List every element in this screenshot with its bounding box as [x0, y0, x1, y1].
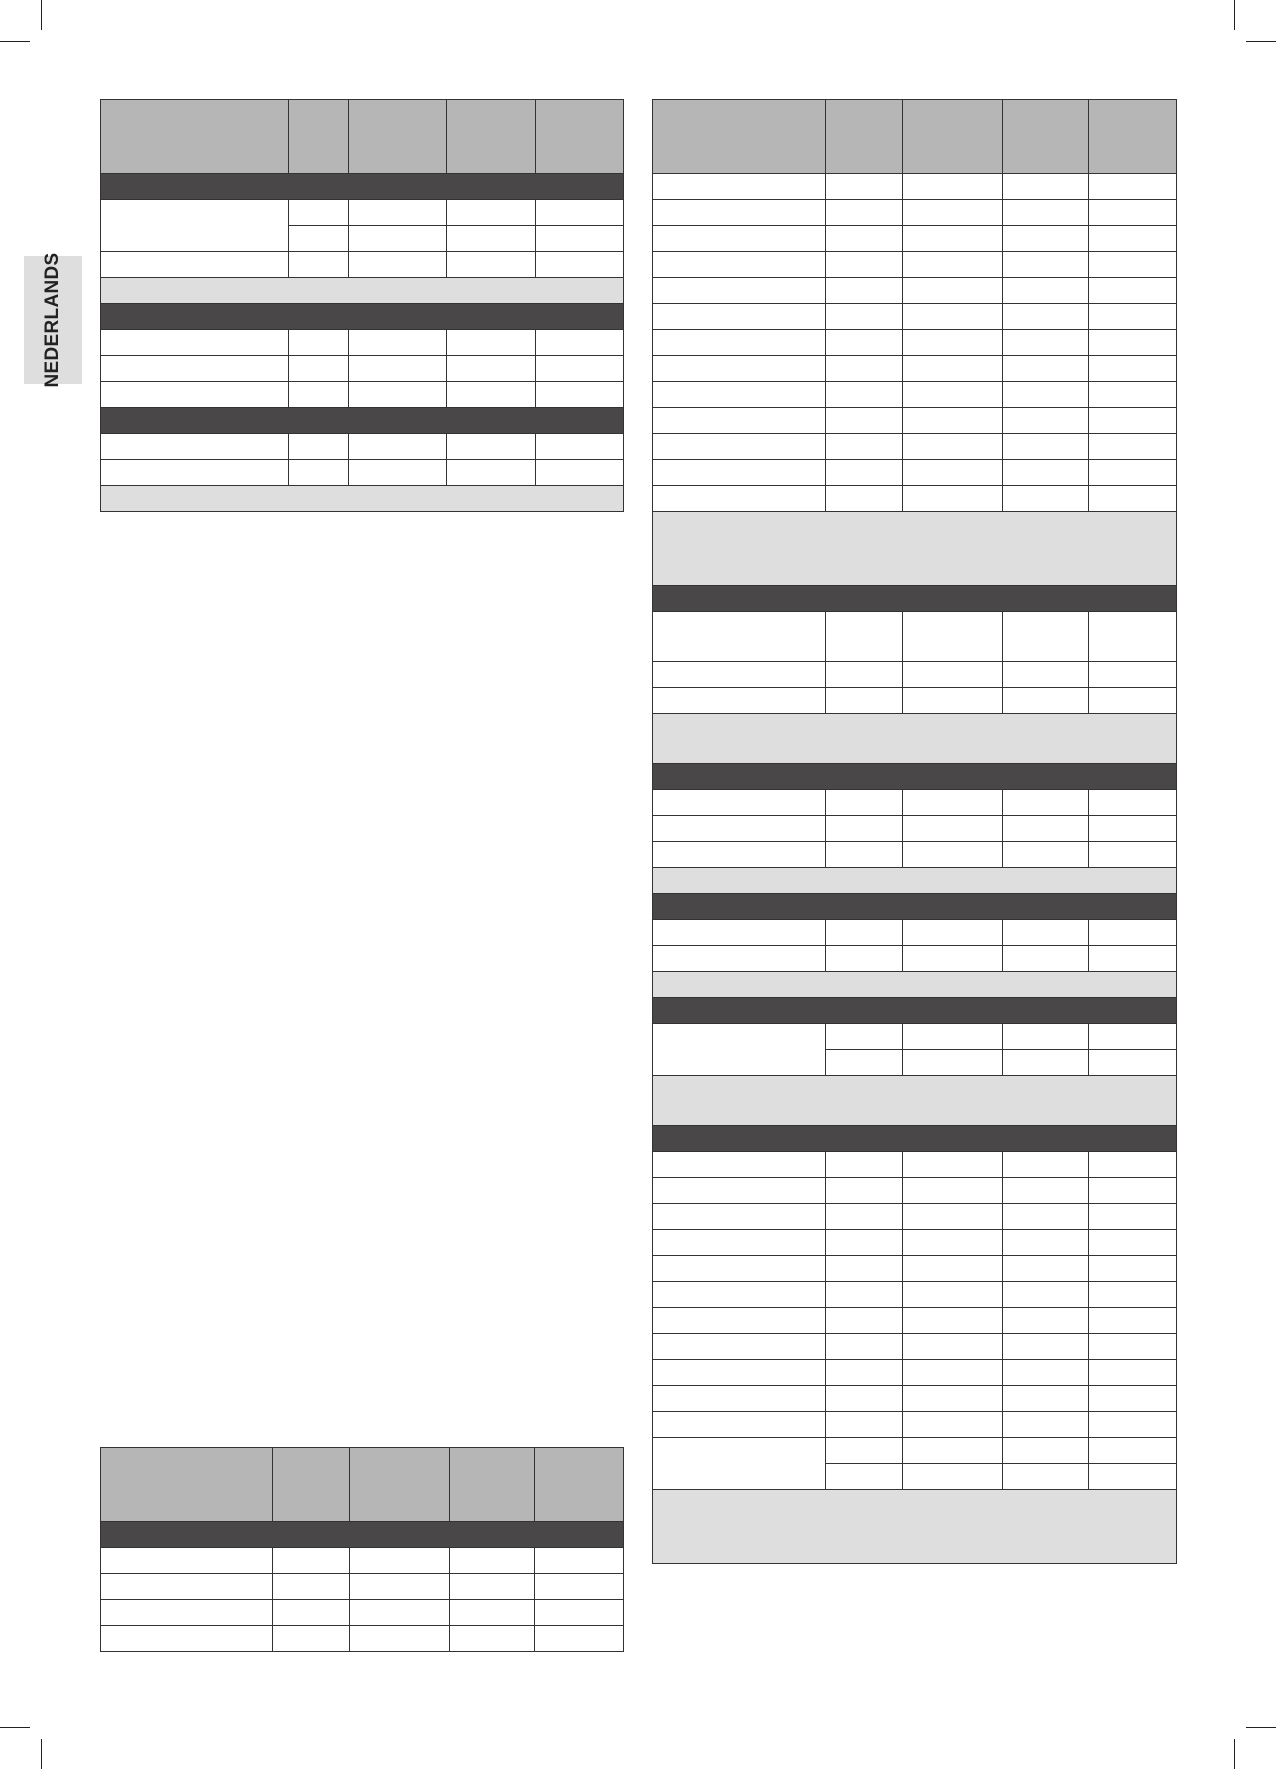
table-row: [653, 330, 1177, 356]
table-bottom-left: [100, 1447, 624, 1652]
note-row: [101, 486, 624, 512]
language-tab: [24, 252, 82, 388]
table-row: [101, 460, 624, 486]
table-row: [653, 1152, 1177, 1178]
table-row: [101, 1574, 624, 1600]
table-row: [653, 460, 1177, 486]
section-bar: [101, 1522, 624, 1548]
note-row: [653, 1490, 1177, 1564]
note-row: [653, 714, 1177, 764]
table-row: [653, 662, 1177, 688]
section-bar: [653, 1126, 1177, 1152]
table-row: [653, 1308, 1177, 1334]
table-row: [101, 382, 624, 408]
table-row: [653, 434, 1177, 460]
section-bar: [653, 894, 1177, 920]
table-row: [653, 1282, 1177, 1308]
table-row: [653, 1178, 1177, 1204]
table-row: [653, 1230, 1177, 1256]
section-bar: [653, 998, 1177, 1024]
table-row: [653, 920, 1177, 946]
table-row: [653, 1412, 1177, 1438]
table-row: [653, 1204, 1177, 1230]
table-row: [653, 816, 1177, 842]
table-header: [101, 100, 624, 174]
section-bar: [101, 304, 624, 330]
table-row: [653, 304, 1177, 330]
crop-mark: [1246, 41, 1276, 42]
table-row: [653, 356, 1177, 382]
crop-mark: [1246, 1727, 1276, 1728]
table-row: [653, 1334, 1177, 1360]
table-row: [653, 382, 1177, 408]
table-row: [653, 278, 1177, 304]
section-bar: [101, 408, 624, 434]
note-row: [653, 1076, 1177, 1126]
table-row: [101, 200, 624, 226]
table-row: [653, 226, 1177, 252]
table-row: [653, 408, 1177, 434]
language-tab-label: NEDERLANDS: [42, 252, 63, 388]
section-bar: [101, 174, 624, 200]
table-row: [101, 434, 624, 460]
crop-mark: [0, 41, 30, 42]
crop-mark: [1234, 1739, 1235, 1769]
table-row: [101, 330, 624, 356]
crop-mark: [41, 0, 42, 30]
note-row: [653, 972, 1177, 998]
table-row: [653, 1256, 1177, 1282]
table-row: [101, 1548, 624, 1574]
crop-mark: [1234, 0, 1235, 30]
table-row: [653, 842, 1177, 868]
table-row: [653, 1360, 1177, 1386]
table-right: [652, 99, 1177, 1564]
crop-mark: [0, 1727, 30, 1728]
section-bar: [653, 764, 1177, 790]
table-row: [653, 1438, 1177, 1464]
table-row: [653, 1386, 1177, 1412]
table-row: [653, 946, 1177, 972]
note-row: [653, 868, 1177, 894]
table-row: [101, 1600, 624, 1626]
table-row: [653, 612, 1177, 662]
table-row: [101, 356, 624, 382]
table-header: [653, 100, 1177, 174]
table-header: [101, 1448, 624, 1522]
table-row: [653, 790, 1177, 816]
section-bar: [653, 586, 1177, 612]
table-row: [653, 252, 1177, 278]
table-row: [101, 1626, 624, 1652]
table-row: [101, 252, 624, 278]
table-row: [653, 200, 1177, 226]
table-row: [653, 174, 1177, 200]
note-row: [101, 278, 624, 304]
table-row: [653, 688, 1177, 714]
crop-mark: [41, 1739, 42, 1769]
table-top-left: [100, 99, 624, 512]
note-row: [653, 512, 1177, 586]
table-row: [653, 1024, 1177, 1050]
table-row: [653, 486, 1177, 512]
